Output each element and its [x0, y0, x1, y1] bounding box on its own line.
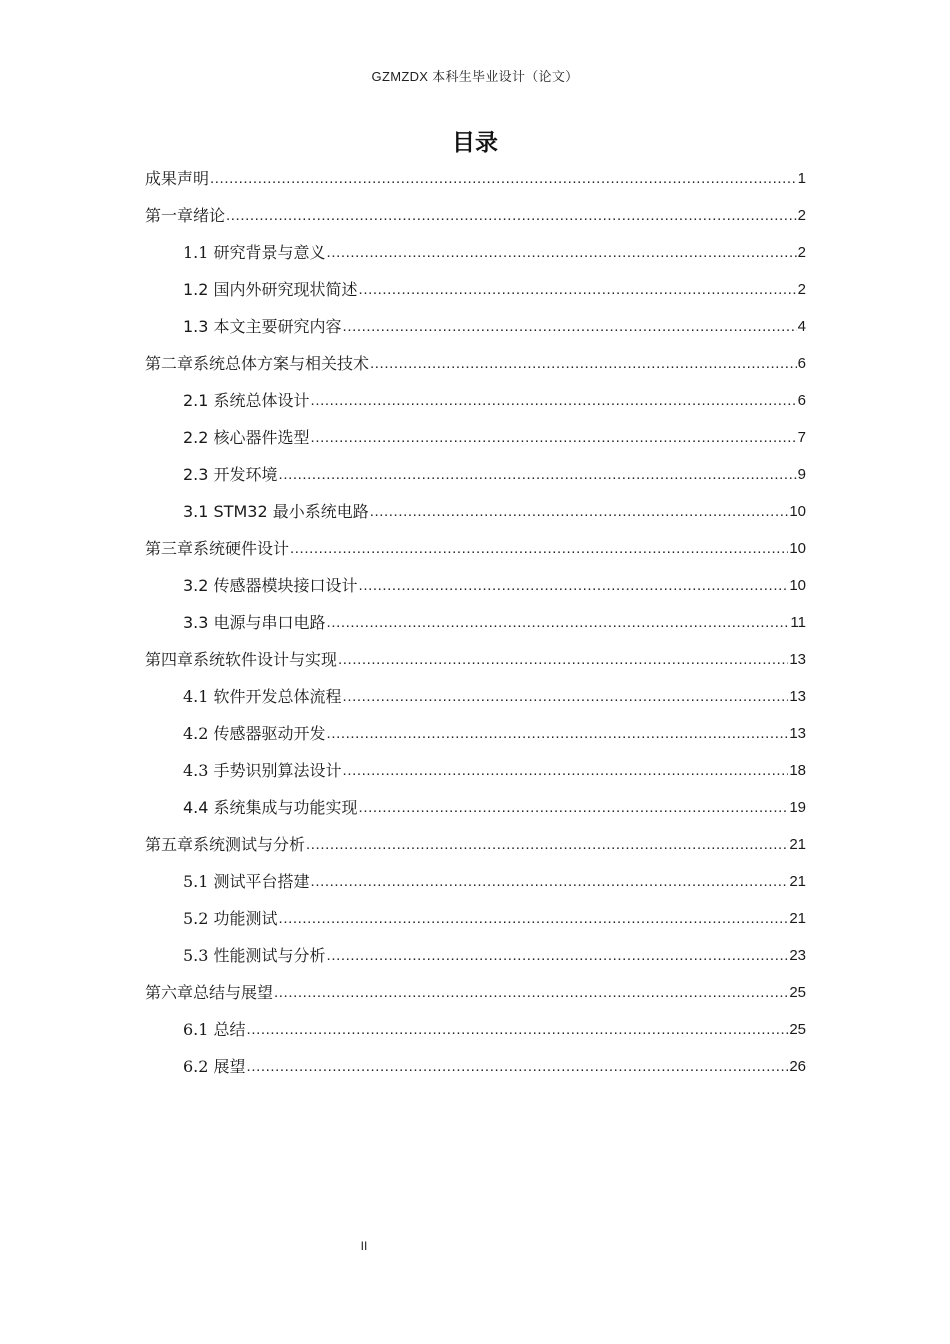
toc-entry-title: 4.3 手势识别算法设计: [183, 760, 342, 780]
dot-leader: [343, 687, 789, 707]
toc-entry[interactable]: [145, 160, 806, 197]
dot-leader: [279, 465, 797, 485]
toc-entry[interactable]: [145, 974, 806, 1011]
dot-leader: [279, 909, 789, 929]
toc-entry-title: 6.1 总结: [183, 1019, 246, 1039]
toc-entry-title: 1.1 研究背景与意义: [183, 242, 326, 262]
toc-entry[interactable]: [183, 1011, 806, 1048]
toc-entry[interactable]: [145, 345, 806, 382]
toc-entry-page: 19: [789, 798, 806, 816]
dot-leader: [343, 317, 797, 337]
toc-entry[interactable]: [183, 752, 806, 789]
toc-entry-page: 9: [797, 465, 806, 483]
dot-leader: [370, 354, 797, 374]
toc-entry[interactable]: [183, 937, 806, 974]
toc-entry-page: 11: [790, 613, 806, 631]
toc-entry[interactable]: [183, 604, 806, 641]
toc-entry[interactable]: [183, 234, 806, 271]
dot-leader: [327, 243, 797, 263]
toc-entry[interactable]: [183, 567, 806, 604]
toc-entry-page: 21: [789, 909, 806, 927]
toc-entry[interactable]: [145, 826, 806, 863]
toc-entry-title: 4.4 系统集成与功能实现: [183, 797, 358, 817]
toc-entry[interactable]: [145, 197, 806, 234]
toc-entry[interactable]: [183, 493, 806, 530]
dot-leader: [338, 650, 788, 670]
toc-entry[interactable]: [183, 1048, 806, 1085]
toc-entry-page: 25: [789, 983, 806, 1001]
toc-entry-title: 成果声明: [145, 168, 210, 188]
toc-entry[interactable]: [145, 641, 806, 678]
toc-entry-title: 3.2 传感器模块接口设计: [183, 575, 358, 595]
toc-entry-title: 6.2 展望: [183, 1056, 246, 1076]
toc-entry[interactable]: [183, 863, 806, 900]
toc-entry-title: 2.1 系统总体设计: [183, 390, 310, 410]
dot-leader: [274, 983, 788, 1003]
toc-entry-page: 25: [789, 1020, 806, 1038]
toc-entry-title: 4.1 软件开发总体流程: [183, 686, 342, 706]
toc-entry-title: 第四章系统软件设计与实现: [145, 649, 338, 669]
toc-entry-page: 7: [797, 428, 806, 446]
toc-entry-page: 6: [797, 391, 806, 409]
toc-entry-title: 5.3 性能测试与分析: [183, 945, 326, 965]
dot-leader: [290, 539, 788, 559]
toc-entry[interactable]: [183, 900, 806, 937]
toc-entry-title: 3.1 STM32 最小系统电路: [183, 501, 369, 521]
dot-leader: [311, 872, 789, 892]
toc-entry-page: 10: [789, 539, 806, 557]
toc-entry-page: 21: [789, 872, 806, 890]
toc-entry-title: 第二章系统总体方案与相关技术: [145, 353, 370, 373]
toc-entry-title: 第六章总结与展望: [145, 982, 274, 1002]
toc-entry-title: 4.2 传感器驱动开发: [183, 723, 326, 743]
toc-entry-title: 3.3 电源与串口电路: [183, 612, 326, 632]
dot-leader: [343, 761, 789, 781]
dot-leader: [311, 428, 797, 448]
dot-leader: [327, 613, 790, 633]
toc-entry-page: 10: [789, 502, 806, 520]
toc-entry-title: 1.2 国内外研究现状简述: [183, 279, 358, 299]
toc-entry[interactable]: [183, 308, 806, 345]
toc-entry-page: 2: [797, 243, 806, 261]
dot-leader: [359, 798, 789, 818]
toc-entry-page: 10: [789, 576, 806, 594]
toc-entry[interactable]: [183, 715, 806, 752]
toc-entry-page: 26: [789, 1057, 806, 1075]
dot-leader: [226, 206, 797, 226]
toc-entry-page: 4: [797, 317, 806, 335]
toc-entry-page: 13: [789, 724, 806, 742]
dot-leader: [247, 1057, 789, 1077]
toc-entry-page: 2: [797, 280, 806, 298]
dot-leader: [306, 835, 788, 855]
dot-leader: [311, 391, 797, 411]
toc-entry-page: 21: [789, 835, 806, 853]
toc-entry-page: 1: [797, 169, 806, 187]
page-number: II: [360, 1239, 368, 1253]
dot-leader: [327, 946, 789, 966]
dot-leader: [359, 576, 789, 596]
running-header: GZMZDX 本科生毕业设计（论文）: [371, 69, 579, 84]
toc-entry-title: 第一章绪论: [145, 205, 226, 225]
toc-title: 目录: [452, 130, 498, 156]
dot-leader: [247, 1020, 789, 1040]
toc-entry-page: 2: [797, 206, 806, 224]
toc-entry-title: 2.3 开发环境: [183, 464, 278, 484]
toc-entry-title: 2.2 核心器件选型: [183, 427, 310, 447]
toc-entry[interactable]: [183, 419, 806, 456]
toc-entry[interactable]: [183, 789, 806, 826]
toc-entry-page: 6: [797, 354, 806, 372]
toc-entry-page: 18: [789, 761, 806, 779]
dot-leader: [327, 724, 789, 744]
toc-entry-page: 13: [789, 687, 806, 705]
toc-entry-title: 5.2 功能测试: [183, 908, 278, 928]
toc-entry-title: 第三章系统硬件设计: [145, 538, 290, 558]
toc-entry[interactable]: [183, 678, 806, 715]
toc-entry-title: 1.3 本文主要研究内容: [183, 316, 342, 336]
toc-entry[interactable]: [183, 271, 806, 308]
toc-entry-title: 第五章系统测试与分析: [145, 834, 306, 854]
toc-entry-page: 13: [789, 650, 806, 668]
dot-leader: [359, 280, 797, 300]
toc-entry[interactable]: [183, 382, 806, 419]
toc-entry[interactable]: [183, 456, 806, 493]
dot-leader: [370, 502, 789, 522]
toc-entry[interactable]: [145, 530, 806, 567]
dot-leader: [210, 169, 797, 189]
toc-entry-title: 5.1 测试平台搭建: [183, 871, 310, 891]
toc-entry-page: 23: [789, 946, 806, 964]
